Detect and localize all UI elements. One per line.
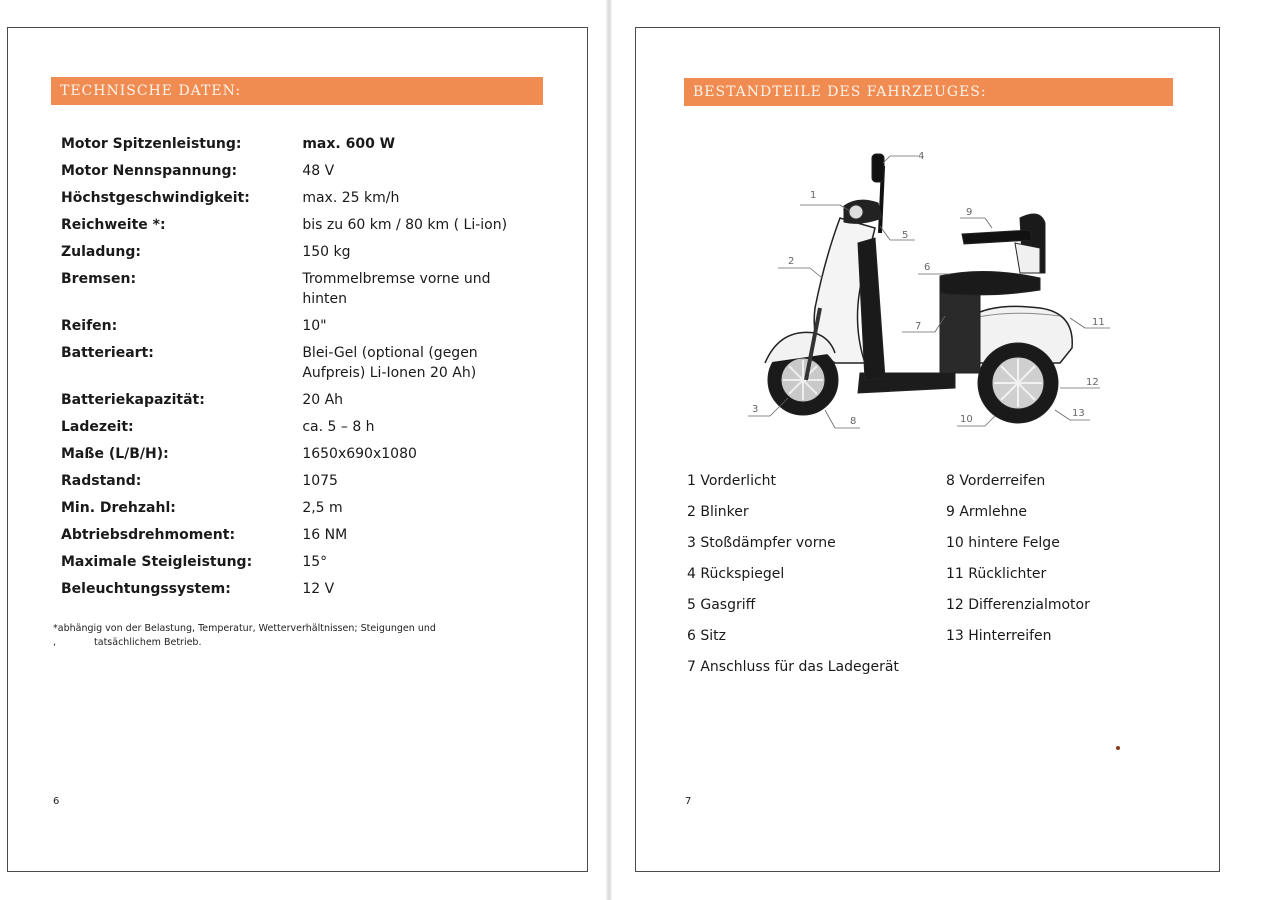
spec-label: Abtriebsdrehmoment:: [61, 527, 236, 543]
callout-label: 7: [915, 321, 922, 332]
part-item: 8 Vorderreifen: [946, 473, 1046, 489]
spec-label: Reichweite *:: [61, 217, 166, 233]
page-number-left: 6: [53, 796, 60, 807]
spec-table: [61, 131, 521, 603]
callout-label: 9: [966, 207, 973, 218]
callout-label: 3: [752, 404, 759, 415]
paper-speck: [1116, 746, 1120, 750]
callout-label: 1: [810, 190, 817, 201]
spec-row: [61, 239, 521, 266]
spec-row: [61, 414, 521, 441]
spec-value: bis zu 60 km / 80 km ( Li-ion): [302, 217, 508, 233]
spec-value: 2,5 m: [302, 500, 343, 516]
spec-value: ca. 5 – 8 h: [302, 419, 375, 435]
spec-value: Trommelbremse vorne und hinten: [302, 271, 491, 307]
spec-value: 48 V: [302, 163, 335, 179]
spec-value: 1075: [302, 473, 338, 489]
spec-value: Blei-Gel (optional (gegen Aufpreis) Li-Ionen 20 Ah): [302, 345, 478, 381]
spec-row: [61, 158, 521, 185]
spec-label: Maximale Steigleistung:: [61, 554, 253, 570]
spec-row: [61, 387, 521, 414]
footnote-line: [53, 636, 473, 650]
spec-label: Ladezeit:: [61, 419, 134, 435]
spec-value: 12 V: [302, 581, 335, 597]
spec-row: [61, 441, 521, 468]
callout-label: 5: [902, 230, 909, 241]
callout-label: 4: [918, 151, 925, 162]
spec-value: 16 NM: [302, 527, 348, 543]
callout-label: 6: [924, 262, 931, 273]
spec-row: [61, 340, 521, 387]
spec-value: max. 600 W: [302, 136, 396, 152]
footnote-mark: ,: [53, 637, 57, 648]
part-item: 11 Rücklichter: [946, 566, 1047, 582]
components-heading: BESTANDTEILE DES FAHRZEUGES:: [684, 78, 1173, 106]
spec-label: Motor Spitzenleistung:: [61, 136, 242, 152]
spec-value: 15°: [302, 554, 328, 570]
book-spine: [606, 0, 612, 900]
part-item: 3 Stoßdämpfer vorne: [687, 535, 836, 551]
spec-label: Batterieart:: [61, 345, 154, 361]
spec-row: [61, 131, 521, 158]
part-item: 4 Rückspiegel: [687, 566, 785, 582]
part-item: 13 Hinterreifen: [946, 628, 1052, 644]
spec-row: [61, 185, 521, 212]
spec-label: Maße (L/B/H):: [61, 446, 169, 462]
parts-list-left: [687, 466, 899, 683]
footnote-line: *abhängig von der Belastung, Temperatur, Wetterverhältnissen; Steigungen und: [53, 623, 436, 634]
page-number-right: 7: [685, 796, 692, 807]
footnote: [53, 622, 473, 650]
spec-label: Batteriekapazität:: [61, 392, 205, 408]
spec-row: [61, 576, 521, 603]
spec-value: max. 25 km/h: [302, 190, 400, 206]
spec-label: Bremsen:: [61, 271, 137, 287]
callout-label: 11: [1092, 317, 1105, 328]
spec-row: [61, 212, 521, 239]
spec-value: 150 kg: [302, 244, 351, 260]
spec-row: [61, 522, 521, 549]
spec-label: Beleuchtungssystem:: [61, 581, 231, 597]
footnote-continuation: tatsächlichem Betrieb.: [94, 637, 202, 648]
part-item: 2 Blinker: [687, 504, 749, 520]
spec-label: Zuladung:: [61, 244, 141, 260]
part-item: 7 Anschluss für das Ladegerät: [687, 659, 899, 675]
spec-label: Reifen:: [61, 318, 118, 334]
callout-label: 8: [850, 416, 857, 427]
spec-row: [61, 468, 521, 495]
part-item: 5 Gasgriff: [687, 597, 756, 613]
callout-label: 10: [960, 414, 973, 425]
spec-label: Min. Drehzahl:: [61, 500, 176, 516]
spec-row: [61, 266, 521, 313]
spec-row: [61, 495, 521, 522]
mobility-scooter-illustration: [740, 148, 1120, 438]
callout-label: 2: [788, 256, 795, 267]
spec-value: 1650x690x1080: [302, 446, 417, 462]
spec-value: 20 Ah: [302, 392, 344, 408]
part-item: 9 Armlehne: [946, 504, 1027, 520]
technical-data-heading: TECHNISCHE DATEN:: [51, 77, 543, 105]
parts-list-right: [946, 466, 1090, 652]
spec-label: Höchstgeschwindigkeit:: [61, 190, 250, 206]
spec-label: Motor Nennspannung:: [61, 163, 238, 179]
spec-row: [61, 313, 521, 340]
spec-label: Radstand:: [61, 473, 142, 489]
callout-label: 12: [1086, 377, 1099, 388]
spec-value: 10": [302, 318, 327, 334]
part-item: 12 Differenzialmotor: [946, 597, 1090, 613]
spec-row: [61, 549, 521, 576]
part-item: 6 Sitz: [687, 628, 726, 644]
part-item: 10 hintere Felge: [946, 535, 1060, 551]
callout-label: 13: [1072, 408, 1085, 419]
part-item: 1 Vorderlicht: [687, 473, 777, 489]
